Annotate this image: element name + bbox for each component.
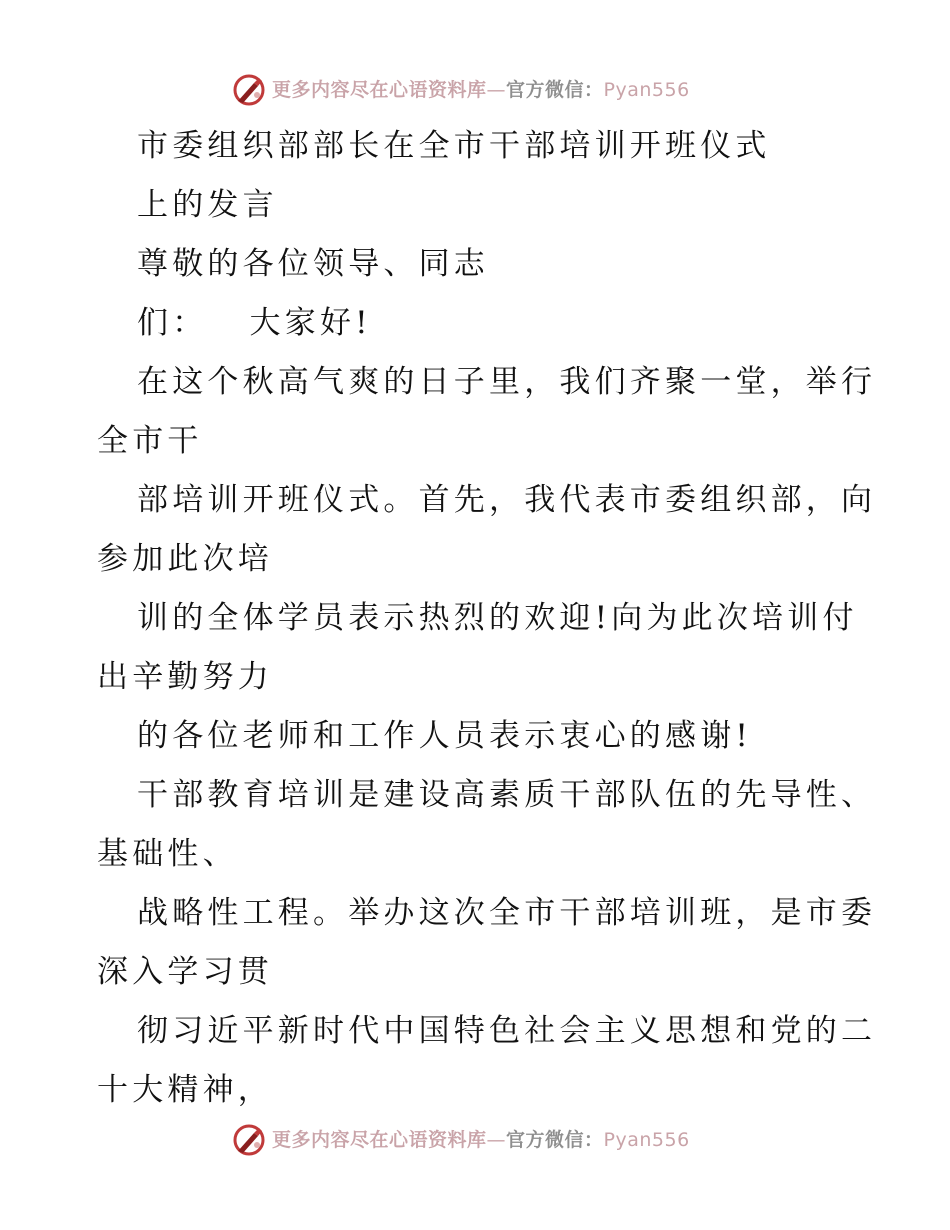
text-line: 上的发言 (137, 187, 278, 223)
watermark-wechat-label: 官方微信： (506, 1128, 604, 1151)
text-line: 出辛勤努力 (97, 659, 273, 695)
text-line: 们： 大家好! (137, 305, 372, 341)
text-line: 参加此次培 (97, 541, 273, 577)
watermark-dash: — (486, 1128, 507, 1151)
text-line: 基础性、 (97, 836, 238, 872)
text-line: 市委组织部部长在全市干部培训开班仪式 (137, 128, 771, 164)
pen-circle-logo-icon (232, 73, 266, 107)
text-line: 十大精神， (97, 1072, 273, 1108)
text-line: 彻习近平新时代中国特色社会主义思想和党的二 (137, 1013, 877, 1049)
text-line: 的各位老师和工作人员表示衷心的感谢! (137, 718, 753, 754)
text-line: 全市干 (97, 423, 203, 459)
text-line: 干部教育培训是建设高素质干部队伍的先导性、 (137, 777, 877, 813)
watermark-text: 更多内容尽在心语资料库 (272, 1128, 487, 1151)
text-line: 深入学习贯 (97, 954, 273, 990)
footer-watermark (232, 1120, 752, 1160)
watermark-wechat-id: Pyan556 (603, 78, 690, 101)
watermark-text: 更多内容尽在心语资料库 (272, 78, 487, 101)
pen-circle-logo-icon (232, 1123, 266, 1157)
watermark-wechat-label: 官方微信： (506, 78, 604, 101)
text-line: 尊敬的各位领导、同志 (137, 246, 489, 282)
text-line: 在这个秋高气爽的日子里，我们齐聚一堂，举行 (137, 364, 877, 400)
watermark-wechat-id: Pyan556 (603, 1128, 690, 1151)
text-line: 训的全体学员表示热烈的欢迎!向为此次培训付 (137, 600, 858, 636)
text-line: 战略性工程。举办这次全市干部培训班，是市委 (137, 895, 877, 931)
watermark-dash: — (486, 78, 507, 101)
header-watermark (232, 70, 752, 110)
document-body (97, 117, 897, 1120)
text-line: 部培训开班仪式。首先，我代表市委组织部，向 (137, 482, 877, 518)
